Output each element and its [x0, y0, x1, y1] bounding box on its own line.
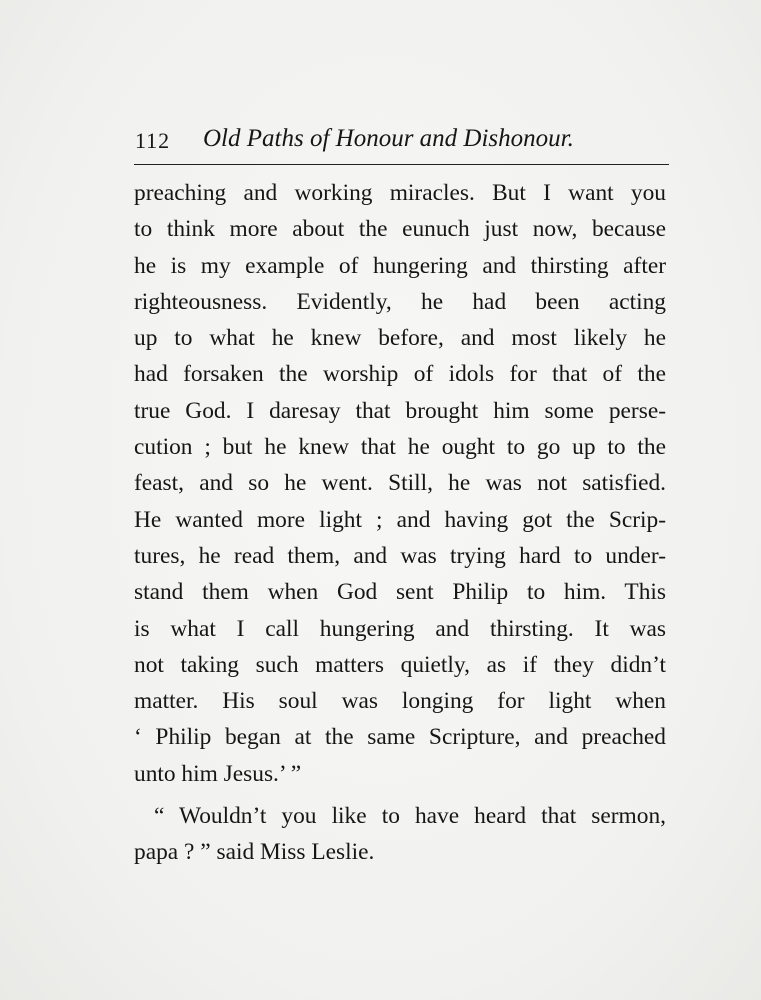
text-line: not taking such matters quietly, as if they didn’t	[134, 651, 666, 678]
body-text	[134, 175, 666, 871]
text-line: up to what he knew before, and most likely he	[134, 325, 666, 352]
text-line: had forsaken the worship of idols for that of the	[134, 361, 666, 388]
text-line: he is my example of hungering and thirsting after	[134, 252, 666, 279]
page-number: 112	[135, 128, 171, 153]
page-header	[135, 124, 670, 158]
header-rule	[134, 164, 669, 165]
text-line: cution ; but he knew that he ought to go up to the	[134, 434, 666, 461]
text-line: is what I call hungering and thirsting. It was	[134, 615, 666, 642]
running-title: Old Paths of Honour and Dishonour.	[203, 125, 574, 152]
text-line: preaching and working miracles. But I want you	[134, 180, 666, 206]
text-line: feast, and so he went. Still, he was not satisfied.	[134, 470, 666, 497]
text-line: “ Wouldn’t you like to have heard that sermon,	[154, 803, 666, 830]
text-line: to think more about the eunuch just now, because	[134, 216, 666, 243]
text-line: stand them when God sent Philip to him. This	[134, 579, 666, 606]
text-line: unto him Jesus.’ ”	[134, 760, 302, 787]
text-line: matter. His soul was longing for light when	[134, 688, 666, 715]
text-line: papa ? ” said Miss Leslie.	[134, 839, 375, 866]
text-line: tures, he read them, and was trying hard to under-	[134, 542, 666, 569]
text-line: righteousness. Evidently, he had been acting	[134, 288, 666, 315]
text-line: true God. I daresay that brought him some perse-	[134, 397, 666, 424]
text-line: He wanted more light ; and having got the Scrip-	[134, 506, 666, 533]
text-line: ‘ Philip began at the same Scripture, and preached	[134, 724, 666, 751]
